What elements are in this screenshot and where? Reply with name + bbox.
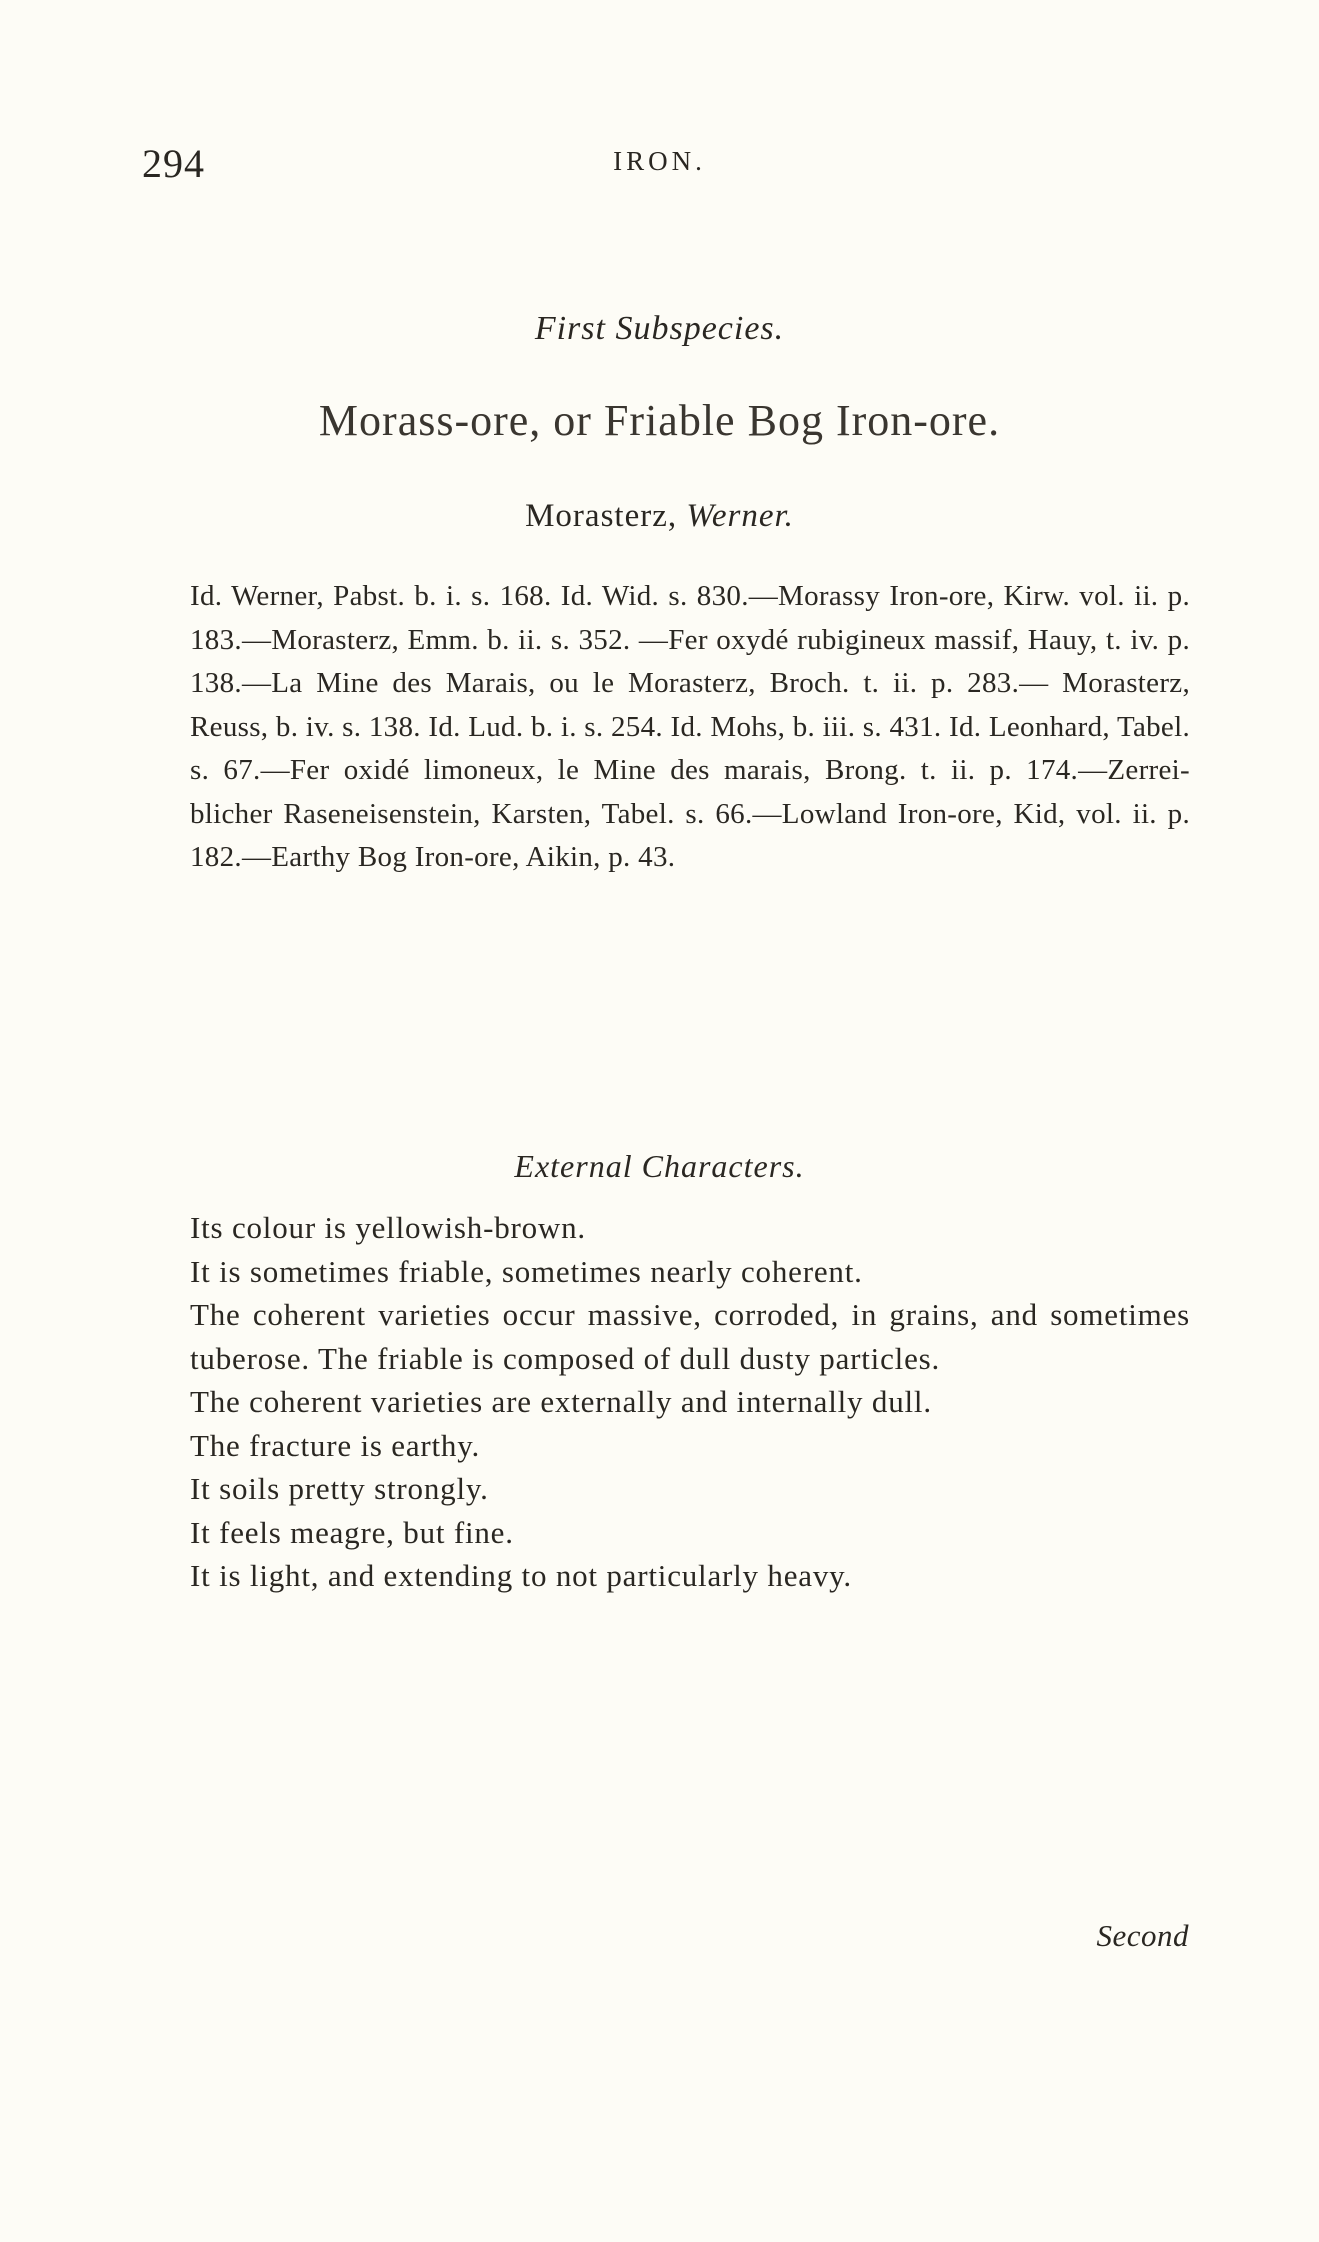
mineral-title: Morass-ore, or Friable Bog Iron-ore.	[318, 396, 1001, 445]
character-line: The coherent varieties are externally and internally dull.	[190, 1384, 932, 1419]
synonymy-paragraph	[190, 575, 1190, 880]
subspecies-heading: First Subspecies.	[534, 310, 785, 347]
synonymy-text: Id. Werner, Pabst. b. i. s. 168. Id. Wid. s. 830.—Morassy Iron-ore, Kirw. vol. ii. p. 183.—Morasterz, Emm. b. ii. s. 352. —Fer oxydé rubigineux massif, Hauy, t. iv. p. 138.—La Mine des Marais, ou le Morasterz, Broch. t. ii. p. 283.— Morasterz, Reuss, b. iv. s. 138. Id. Lud. b. i. s. 254. Id. Mohs, b. iii. s. 431. Id. Leonhard, Tabel. s. 67.—Fer oxidé limoneux, le Mine des marais, Brong. t. ii. p. 174.—Zerrei-blicher Raseneisenstein, Karsten, Tabel. s. 66.—Lowland Iron-ore, Kid, vol. ii. p. 182.—Earthy Bog Iron-ore, Aikin, p. 43.	[190, 580, 1190, 873]
character-line: It is light, and extending to not particularly heavy.	[190, 1558, 852, 1593]
german-name	[0, 498, 1319, 535]
character-line: It soils pretty strongly.	[190, 1471, 489, 1506]
character-line: The coherent varieties occur massive, corroded, in grains, and sometimes tuberose. The friable is composed of dull dusty particles.	[190, 1297, 1190, 1376]
external-characters-heading: External Characters.	[514, 1148, 805, 1184]
page-header	[0, 140, 1319, 200]
running-title: IRON.	[613, 146, 706, 176]
catchword: Second	[1096, 1918, 1189, 1953]
german-name-author: Werner.	[686, 498, 794, 534]
character-line: It feels meagre, but fine.	[190, 1514, 514, 1550]
page-number: 294	[142, 141, 205, 186]
character-line: The fracture is earthy.	[190, 1427, 481, 1463]
german-name-term: Morasterz,	[525, 498, 678, 534]
character-line: It is sometimes friable, sometimes nearly coherent.	[190, 1253, 863, 1289]
character-line: Its colour is yellowish-brown.	[190, 1210, 586, 1245]
external-characters-body	[190, 1206, 1190, 1598]
